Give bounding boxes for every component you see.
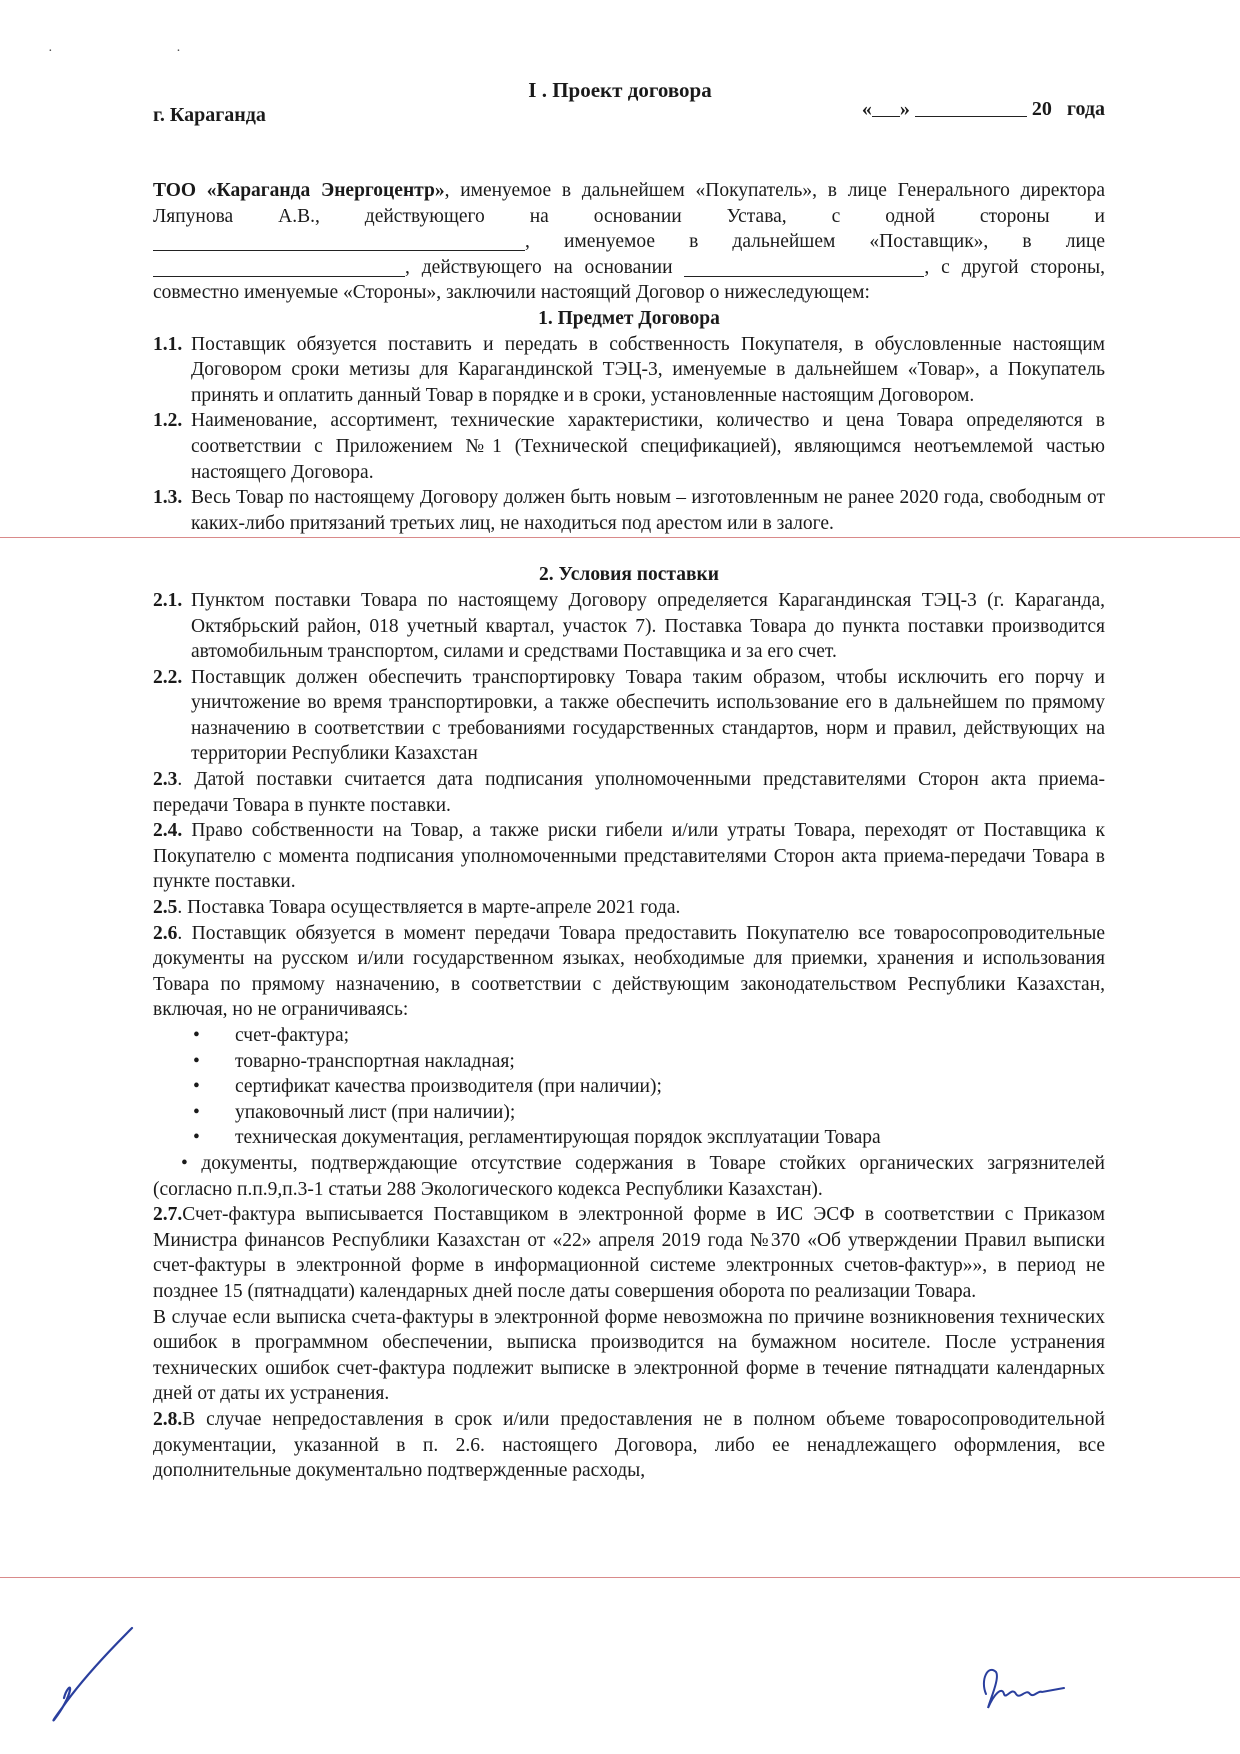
contract-body [153, 178, 1105, 1484]
clause-1-2: 1.2. Наименование, ассортимент, технические характеристики, количество и цена Товара определяются в соответствии с Приложением №1 (Технической спецификацией), являющимся неотъемлемой частью настоящего Договора. [153, 410, 1105, 483]
basis-blank [684, 256, 924, 277]
clause-2-5: 2.5. Поставка Товара осуществляется в марте-апреле 2021 года. [153, 897, 681, 919]
scan-marks: · · [48, 44, 241, 59]
clause-2-2: 2.2. Поставщик должен обеспечить транспортировку Товара таким образом, чтобы исключить его порчу и уничтожение во время транспортировки, а также обеспечить использование его в дальнейшем по прямому назначению в соответствии с требованиями государственных стандартов, норм и правил, действующих на территории Республики Казахстан [153, 666, 1105, 765]
clause-2-6-extra: • документы, подтверждающие отсутствие содержания в Товаре стойких органических загрязнителей (согласно п.п.9,п.3-1 статьи 288 Экологического кодекса Республики Казахстан). [153, 1152, 1105, 1200]
clause-1-1: 1.1. Поставщик обязуется поставить и передать в собственность Покупателя, в обусловленные настоящим Договором сроки метизы для Карагандинской ТЭЦ-3, именуемые в дальнейшем «Товар», а Покупатель принять и оплатить данный Товар в порядке и в сроки, установленные настоящим Договором. [153, 333, 1105, 406]
date-line: « » 20 года [861, 98, 1105, 120]
document-list-item: • сертификат качества производителя (при наличии); [193, 1076, 662, 1098]
section-1-heading: 1. Предмет Договора [538, 307, 720, 329]
clause-2-6: 2.6. Поставщик обязуется в момент передачи Товара предоставить Покупателю все товаросопроводительные документы на русском и/или государственном языках, необходимые для приемки, хранения и использования Товара по прямому назначению, в соответствии с действующим законодательством Республики Казахстан, включая, но не ограничиваясь: [153, 922, 1105, 1021]
clause-2-7: 2.7.Счет-фактура выписывается Поставщиком в электронной форме в ИС ЭСФ в соответствии с Приказом Министра финансов Республики Казахстан от «22» апреля 2019 года №370 «Об утверждении Правил выписки счет-фактуры в электронной форме в информационной системе электронных счетов-фактур»», в период не позднее 15 (пятнадцати) календарных дней после даты совершения оборота по реализации Товара. [153, 1204, 1105, 1302]
document-list-item: • техническая документация, регламентирующая порядок эксплуатации Товара [193, 1127, 881, 1149]
city: г. Караганда [153, 104, 266, 126]
scan-line [0, 1577, 1240, 1578]
clause-2-8: 2.8.В случае непредоставления в срок и/или предоставления не в полном объеме товаросопроводительной документации, указанной в п. 2.6. настоящего Договора, либо ее ненадлежащего оформления, все дополнительные документально подтвержденные расходы, [153, 1408, 1105, 1482]
signature-right-icon [968, 1650, 1078, 1720]
clause-1-3: 1.3. Весь Товар по настоящему Договору должен быть новым – изготовленным не ранее 2020 года, свободным от каких-либо притязаний третьих лиц, не находиться под арестом или в залоге. [153, 487, 1105, 534]
document-title: I . Проект договора [528, 78, 712, 102]
clause-2-3: 2.3. Датой поставки считается дата подписания уполномоченными представителями Сторон акта приема-передачи Товара в пункте поставки. [153, 769, 1105, 816]
document-list-item: • упаковочный лист (при наличии); [193, 1101, 516, 1123]
supplier-blank [153, 230, 525, 251]
intro-paragraph: ТОО «Караганда Энергоцентр», именуемое в дальнейшем «Покупатель», в лице Генерального директора Ляпунова А.В., действующего на основании Устава, с одной стороны и , именуемое в дальнейшем «Поставщик», в лице , действующего на основании , с другой стороны, совместно именуемые «Стороны», заключили настоящий Договор о нижеследующем: [153, 180, 1106, 304]
clause-2-7-continued: В случае если выписка счета-фактуры в электронной форме невозможна по причине возникновения технических ошибок в программном обеспечении, выписка производится на бумажном носителе. После устранения технических ошибок счет-фактура подлежит выписке в электронной форме в течение пятнадцати календарных дней от даты их устранения. [153, 1306, 1105, 1405]
clause-2-1: 2.1. Пунктом поставки Товара по настоящему Договору определяется Карагандинская ТЭЦ-3 (г. Караганда, Октябрьский район, 018 учетный квартал, участок 7). Поставка Товара до пункта поставки производится автомобильным транспортом, силами и средствами Поставщика и за его счет. [153, 589, 1105, 663]
section-2-heading: 2. Условия поставки [539, 564, 719, 586]
document-list-item: • товарно-транспортная накладная; [193, 1050, 515, 1072]
representative-blank [153, 256, 405, 277]
clause-2-4: 2.4. Право собственности на Товар, а также риски гибели и/или утраты Товара, переходят от Поставщика к Покупателю с момента подписания уполномоченными представителями Сторон акта приема-передачи Товара в пункте поставки. [153, 820, 1105, 893]
document-list-item: • счет-фактура; [193, 1025, 350, 1046]
signature-left-icon [40, 1620, 150, 1730]
scan-line [0, 537, 1240, 538]
